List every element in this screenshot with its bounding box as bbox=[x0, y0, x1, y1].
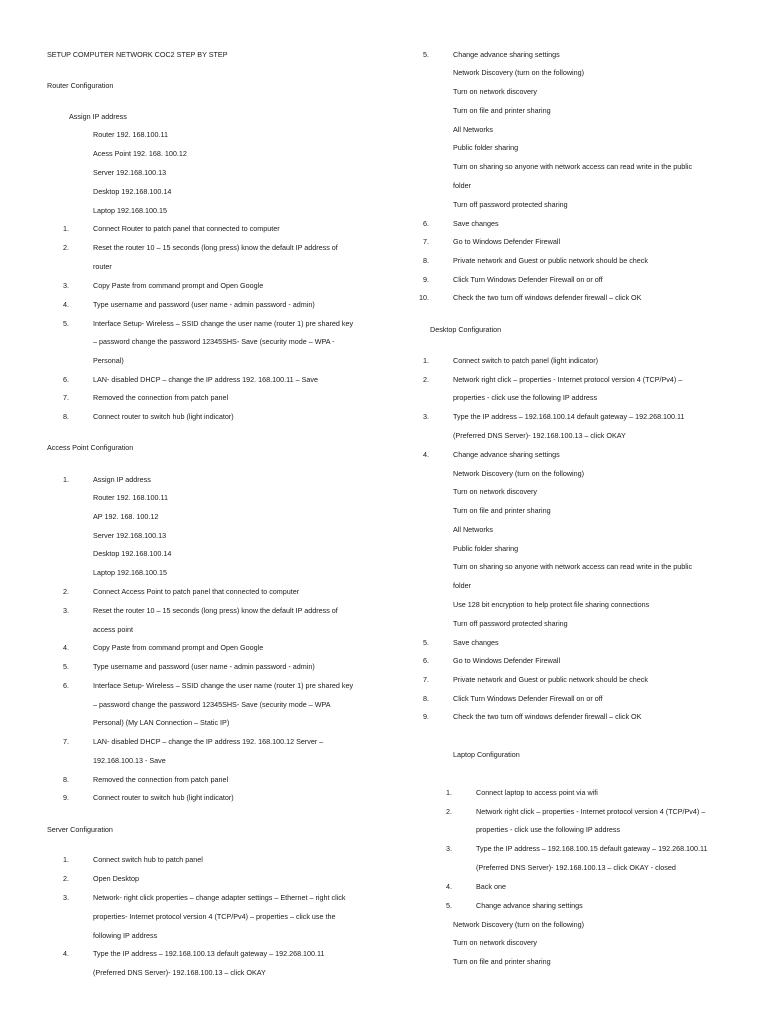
list-number: 7. bbox=[423, 675, 429, 684]
list-number: 1. bbox=[63, 224, 69, 233]
list-number: 2. bbox=[63, 874, 69, 883]
list-number: 3. bbox=[63, 606, 69, 615]
list-number: 9. bbox=[423, 275, 429, 284]
line-text: folder bbox=[453, 581, 471, 590]
list-number: 3. bbox=[446, 844, 452, 853]
line-text: Server Configuration bbox=[47, 825, 113, 834]
line-text: Type the IP address – 192.168.100.13 default gateway – 192.268.100.11 bbox=[93, 949, 325, 958]
line-text: Turn on sharing so anyone with network access can read write in the public bbox=[453, 562, 693, 571]
line-text: properties - click use the following IP address bbox=[453, 393, 598, 402]
line-text: Network Discovery (turn on the following) bbox=[453, 469, 585, 478]
list-number: 9. bbox=[63, 793, 69, 802]
line-text: Back one bbox=[476, 882, 506, 891]
line-text: Public folder sharing bbox=[453, 544, 519, 553]
line-text: Public folder sharing bbox=[453, 143, 519, 152]
list-number: 9. bbox=[423, 712, 429, 721]
list-number: 5. bbox=[446, 901, 452, 910]
line-text: Connect Router to patch panel that connected to computer bbox=[93, 224, 280, 233]
line-text: Network- right click properties – change adapter settings – Ethernet – right click bbox=[93, 893, 346, 902]
line-text: Assign IP address bbox=[69, 112, 127, 121]
line-text: Turn on sharing so anyone with network access can read write in the public bbox=[453, 162, 693, 171]
line-text: AP 192. 168. 100.12 bbox=[93, 512, 159, 521]
list-number: 3. bbox=[63, 281, 69, 290]
line-text: Check the two turn off windows defender firewall – click OK bbox=[453, 712, 642, 721]
line-text: Use 128 bit encryption to help protect file sharing connections bbox=[453, 600, 650, 609]
line-text: Router Configuration bbox=[47, 81, 114, 90]
list-number: 5. bbox=[423, 638, 429, 647]
list-number: 6. bbox=[63, 681, 69, 690]
line-text: Router 192. 168.100.11 bbox=[93, 130, 168, 139]
line-text: Network right click – properties - Internet protocol version 4 (TCP/Pv4) – bbox=[476, 807, 706, 816]
line-text: Desktop Configuration bbox=[430, 325, 502, 334]
line-text: Click Turn Windows Defender Firewall on or off bbox=[453, 275, 603, 284]
line-text: following IP address bbox=[93, 931, 158, 940]
line-text: Turn on file and printer sharing bbox=[453, 957, 551, 966]
line-text: Assign IP address bbox=[93, 475, 151, 484]
list-number: 7. bbox=[63, 737, 69, 746]
line-text: – password change the password 12345SHS- Save (security mode – WPA bbox=[93, 700, 331, 709]
line-text: Turn on network discovery bbox=[453, 938, 538, 947]
list-number: 4. bbox=[423, 450, 429, 459]
list-number: 5. bbox=[63, 662, 69, 671]
line-text: Removed the connection from patch panel bbox=[93, 775, 229, 784]
line-text: folder bbox=[453, 181, 471, 190]
line-text: Private network and Guest or public network should be check bbox=[453, 675, 648, 684]
list-number: 2. bbox=[446, 807, 452, 816]
line-text: Turn on file and printer sharing bbox=[453, 106, 551, 115]
list-number: 6. bbox=[63, 375, 69, 384]
line-text: (Preferred DNS Server)- 192.168.100.13 – click OKAY bbox=[453, 431, 626, 440]
line-text: Personal) bbox=[93, 356, 124, 365]
line-text: Connect switch to patch panel (light indicator) bbox=[453, 356, 599, 365]
line-text: Check the two turn off windows defender firewall – click OK bbox=[453, 293, 642, 302]
line-text: Server 192.168.100.13 bbox=[93, 531, 167, 540]
line-text: LAN- disabled DHCP – change the IP address 192. 168.100.12 Server – bbox=[93, 737, 324, 746]
list-number: 2. bbox=[63, 243, 69, 252]
line-text: Reset the router 10 – 15 seconds (long press) know the default IP address of bbox=[93, 606, 338, 615]
line-text: Laptop Configuration bbox=[453, 750, 520, 759]
line-text: Type the IP address – 192.168.100.15 default gateway – 192.268.100.11 bbox=[476, 844, 708, 853]
line-text: All Networks bbox=[453, 125, 493, 134]
line-text: router bbox=[93, 262, 112, 271]
line-text: All Networks bbox=[453, 525, 493, 534]
line-text: Access Point Configuration bbox=[47, 443, 134, 452]
list-number: 3. bbox=[423, 412, 429, 421]
list-number: 1. bbox=[63, 475, 69, 484]
list-number: 8. bbox=[423, 694, 429, 703]
list-number: 1. bbox=[423, 356, 429, 365]
line-text: properties- Internet protocol version 4 (TCP/Pv4) – properties – click use the bbox=[93, 912, 336, 921]
line-text: Interface Setup- Wireless – SSID change the user name (router 1) pre shared key bbox=[93, 681, 354, 690]
line-text: SETUP COMPUTER NETWORK COC2 STEP BY STEP bbox=[47, 50, 228, 59]
list-number: 8. bbox=[63, 412, 69, 421]
line-text: (Preferred DNS Server)- 192.168.100.13 – click OKAY bbox=[93, 968, 266, 977]
line-text: Removed the connection from patch panel bbox=[93, 393, 229, 402]
line-text: Acess Point 192. 168. 100.12 bbox=[93, 149, 187, 158]
line-text: LAN- disabled DHCP – change the IP address 192. 168.100.11 – Save bbox=[93, 375, 318, 384]
line-text: Save changes bbox=[453, 638, 499, 647]
list-number: 7. bbox=[423, 237, 429, 246]
line-text: Desktop 192.168.100.14 bbox=[93, 549, 172, 558]
line-text: Laptop 192.168.100.15 bbox=[93, 206, 167, 215]
line-text: Network Discovery (turn on the following) bbox=[453, 68, 585, 77]
list-number: 2. bbox=[63, 587, 69, 596]
line-text: Copy Paste from command prompt and Open Google bbox=[93, 643, 264, 652]
line-text: Network right click – properties - Internet protocol version 4 (TCP/Pv4) – bbox=[453, 375, 683, 384]
line-text: Connect router to switch hub (light indicator) bbox=[93, 412, 234, 421]
line-text: Type username and password (user name - admin password - admin) bbox=[93, 662, 315, 671]
list-number: 5. bbox=[63, 319, 69, 328]
list-number: 6. bbox=[423, 656, 429, 665]
line-text: Turn on file and printer sharing bbox=[453, 506, 551, 515]
line-text: Change advance sharing settings bbox=[476, 901, 583, 910]
line-text: Change advance sharing settings bbox=[453, 450, 560, 459]
line-text: Open Desktop bbox=[93, 874, 139, 883]
line-text: Turn off password protected sharing bbox=[453, 200, 568, 209]
line-text: Router 192. 168.100.11 bbox=[93, 493, 168, 502]
list-number: 4. bbox=[63, 300, 69, 309]
line-text: Server 192.168.100.13 bbox=[93, 168, 167, 177]
line-text: access point bbox=[93, 625, 133, 634]
list-number: 7. bbox=[63, 393, 69, 402]
line-text: Go to Windows Defender Firewall bbox=[453, 656, 561, 665]
line-text: Click Turn Windows Defender Firewall on or off bbox=[453, 694, 603, 703]
line-text: Laptop 192.168.100.15 bbox=[93, 568, 167, 577]
list-number: 2. bbox=[423, 375, 429, 384]
line-text: Type username and password (user name - admin password - admin) bbox=[93, 300, 315, 309]
line-text: properties - click use the following IP address bbox=[476, 825, 621, 834]
line-text: Type the IP address – 192.168.100.14 default gateway – 192.268.100.11 bbox=[453, 412, 685, 421]
list-number: 6. bbox=[423, 219, 429, 228]
line-text: Turn off password protected sharing bbox=[453, 619, 568, 628]
list-number: 1. bbox=[63, 855, 69, 864]
list-number: 4. bbox=[63, 949, 69, 958]
list-number: 8. bbox=[63, 775, 69, 784]
line-text: Connect router to switch hub (light indicator) bbox=[93, 793, 234, 802]
line-text: Interface Setup- Wireless – SSID change the user name (router 1) pre shared key bbox=[93, 319, 354, 328]
line-text: Copy Paste from command prompt and Open Google bbox=[93, 281, 264, 290]
line-text: Private network and Guest or public network should be check bbox=[453, 256, 648, 265]
list-number: 1. bbox=[446, 788, 452, 797]
line-text: Network Discovery (turn on the following) bbox=[453, 920, 585, 929]
line-text: Save changes bbox=[453, 219, 499, 228]
line-text: – password change the password 12345SHS- Save (security mode – WPA - bbox=[93, 337, 335, 346]
line-text: Desktop 192.168.100.14 bbox=[93, 187, 172, 196]
list-number: 4. bbox=[446, 882, 452, 891]
line-text: Connect laptop to access point via wifi bbox=[476, 788, 598, 797]
list-number: 3. bbox=[63, 893, 69, 902]
list-number: 10. bbox=[419, 293, 429, 302]
list-number: 8. bbox=[423, 256, 429, 265]
line-text: Go to Windows Defender Firewall bbox=[453, 237, 561, 246]
line-text: Change advance sharing settings bbox=[453, 50, 560, 59]
line-text: Connect Access Point to patch panel that connected to computer bbox=[93, 587, 300, 596]
line-text: Turn on network discovery bbox=[453, 487, 538, 496]
list-number: 4. bbox=[63, 643, 69, 652]
line-text: Reset the router 10 – 15 seconds (long press) know the default IP address of bbox=[93, 243, 338, 252]
line-text: (Preferred DNS Server)- 192.168.100.13 – click OKAY - closed bbox=[476, 863, 676, 872]
line-text: Turn on network discovery bbox=[453, 87, 538, 96]
line-text: Personal) (My LAN Connection – Static IP) bbox=[93, 718, 230, 727]
list-number: 5. bbox=[423, 50, 429, 59]
line-text: 192.168.100.13 - Save bbox=[93, 756, 166, 765]
line-text: Connect switch hub to patch panel bbox=[93, 855, 203, 864]
